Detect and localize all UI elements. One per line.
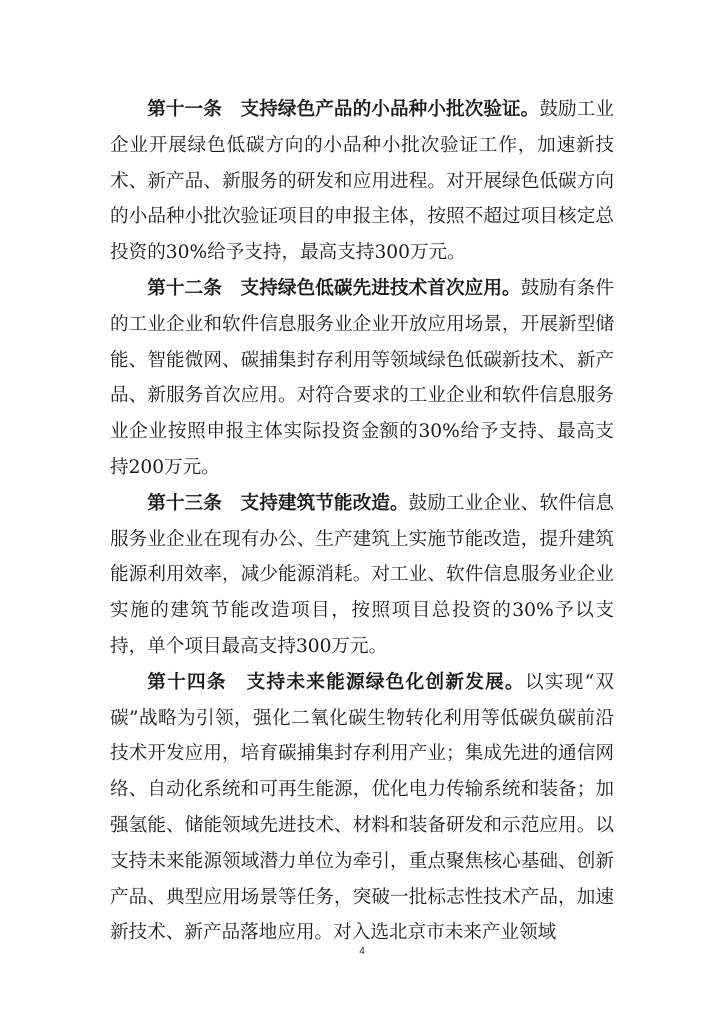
article-14-paragraph [110, 665, 614, 951]
article-11-body: 鼓励工业企业开展绿色低碳方向的小品种小批次验证工作，加速新技术、新产品、新服务的研发和应用进程。对开展绿色低碳方向的小品种小批次验证项目的申报主体，按照不超过项目核定总投资的30%给予支持，最高支持300万元。 [110, 99, 614, 264]
article-13-paragraph [110, 486, 614, 665]
page-number: 4 [359, 946, 365, 957]
article-12-paragraph [110, 271, 614, 486]
document-body [110, 92, 614, 951]
article-11-paragraph [110, 92, 614, 271]
article-13-body: 鼓励工业企业、软件信息服务业企业在现有办公、生产建筑上实施节能改造，提升建筑能源利用效率，减少能源消耗。对工业、软件信息服务业企业实施的建筑节能改造项目，按照项目总投资的30%予以支持，单个项目最高支持300万元。 [110, 492, 614, 657]
article-12-body: 鼓励有条件的工业企业和软件信息服务业企业开放应用场景，开展新型储能、智能微网、碳捕集封存利用等领域绿色低碳新技术、新产品、新服务首次应用。对符合要求的工业企业和软件信息服务业企业按照申报主体实际投资金额的30%给予支持、最高支持200万元。 [110, 277, 614, 478]
article-11-heading: 第十一条 支持绿色产品的小品种小批次验证。 [147, 99, 540, 120]
article-14-heading: 第十四条 支持未来能源绿色化创新发展。 [147, 671, 525, 693]
article-12-heading: 第十二条 支持绿色低碳先进技术首次应用。 [147, 277, 521, 299]
article-13-heading: 第十三条 支持建筑节能改造。 [147, 492, 409, 514]
article-14-body: 以实现“双碳”战略为引领，强化二氧化碳生物转化利用等低碳负碳前沿技术开发应用，培育碳捕集封存利用产业；集成先进的通信网络、自动化系统和可再生能源，优化电力传输系统和装备；加强氢能、储能领域先进技术、材料和装备研发和示范应用。以支持未来能源领域潜力单位为牵引，重点聚焦核心基础、创新产品、典型应用场景等任务，突破一批标志性技术产品，加速新技术、新产品落地应用。对入选北京市未来产业领域 [110, 671, 614, 944]
